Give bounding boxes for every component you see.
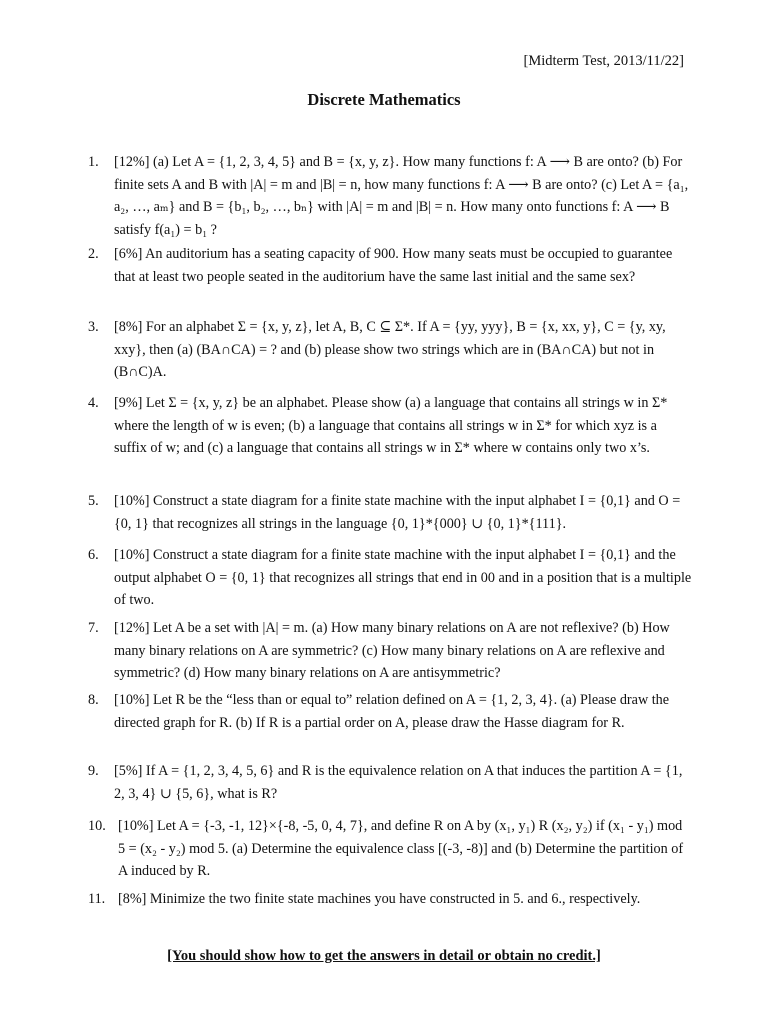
- footer-note: [You should show how to get the answers in detail or obtain no credit.]: [167, 948, 601, 964]
- question-number: 4.: [88, 395, 99, 411]
- question-1: [88, 151, 692, 241]
- question-text: [10%] Construct a state diagram for a finite state machine with the input alphabet I = {0,1} and the output alphabet O = {0, 1} that recognizes all strings that end in 00 and in a position that is a multiple of two.: [114, 547, 692, 608]
- question-11: [88, 888, 692, 911]
- question-text: [10%] Let A = {-3, -1, 12}×{-8, -5, 0, 4, 7}, and define R on A by (x₁, y₁) R (x₂, y₂) if (x₁ - y₁) mod 5 = (x₂ - y₂) mod 5. (a) Determine the equivalence class [(-3, -8)] and (b) Determine the partition of A induced by R.: [118, 818, 684, 879]
- question-text: [8%] Minimize the two finite state machines you have constructed in 5. and 6., respectively.: [118, 891, 641, 907]
- header-note: [Midterm Test, 2013/11/22]: [523, 53, 684, 69]
- page-title: Discrete Mathematics: [307, 90, 461, 109]
- question-text: [10%] Let R be the “less than or equal to” relation defined on A = {1, 2, 3, 4}. (a) Please draw the directed graph for R. (b) If R is a partial order on A, please draw the Hasse diagram for R.: [114, 692, 670, 731]
- question-text: [5%] If A = {1, 2, 3, 4, 5, 6} and R is the equivalence relation on A that induces the partition A = {1, 2, 3, 4} ∪ {5, 6}, what is R?: [114, 763, 683, 802]
- question-10: [88, 815, 692, 883]
- question-2: [88, 243, 692, 288]
- question-text: [6%] An auditorium has a seating capacity of 900. How many seats must be occupied to guarantee that at least two people seated in the auditorium have the same last initial and the same sex?: [114, 246, 673, 285]
- question-text: [9%] Let Σ = {x, y, z} be an alphabet. Please show (a) a language that contains all strings w in Σ* where the length of w is even; (b) a language that contains all strings w in Σ* for which xyz is a suffix of w; and (c) a language that contains all strings w in Σ* where w contains only two x’s.: [114, 395, 668, 456]
- question-text: [12%] Let A be a set with |A| = m. (a) How many binary relations on A are not reflexive? (b) How many binary relations on A are symmetric? (c) How many binary relations on A are reflexive and symmetric? (d) How many binary relations on A are antisymmetric?: [114, 620, 670, 681]
- question-7: [88, 617, 692, 685]
- question-number: 7.: [88, 620, 99, 636]
- question-number: 3.: [88, 319, 99, 335]
- question-3: [88, 316, 692, 384]
- question-number: 11.: [88, 891, 106, 907]
- question-number: 8.: [88, 692, 99, 708]
- question-number: 5.: [88, 493, 99, 509]
- question-text: [10%] Construct a state diagram for a finite state machine with the input alphabet I = {0,1} and O = {0, 1} that recognizes all strings in the language {0, 1}*{000} ∪ {0, 1}*{111}.: [114, 493, 681, 532]
- question-8: [88, 689, 692, 734]
- question-5: [88, 490, 692, 535]
- question-number: 1.: [88, 154, 99, 170]
- question-number: 6.: [88, 547, 99, 563]
- question-4: [88, 392, 692, 460]
- question-text: [8%] For an alphabet Σ = {x, y, z}, let A, B, C ⊆ Σ*. If A = {yy, yyy}, B = {x, xx, y}, C = {y, xy, xxy}, then (a) (BA∩CA) = ? and (b) please show two strings which are in (BA∩CA) but not in (B∩C)A.: [114, 319, 666, 380]
- question-number: 2.: [88, 246, 99, 262]
- question-9: [88, 760, 692, 805]
- question-text: [12%] (a) Let A = {1, 2, 3, 4, 5} and B = {x, y, z}. How many functions f: A ⟶ B are onto? (b) For finite sets A and B with |A| = m and |B| = n, how many functions f: A ⟶ B are onto? (c) Let A = {a₁, a₂, …, aₘ} and B = {b₁, b₂, …, bₙ} with |A| = m and |B| = n. How many onto functions f: A ⟶ B satisfy f(a₁) = b₁ ?: [114, 154, 689, 238]
- question-6: [88, 544, 692, 612]
- question-number: 10.: [88, 818, 106, 834]
- question-number: 9.: [88, 763, 99, 779]
